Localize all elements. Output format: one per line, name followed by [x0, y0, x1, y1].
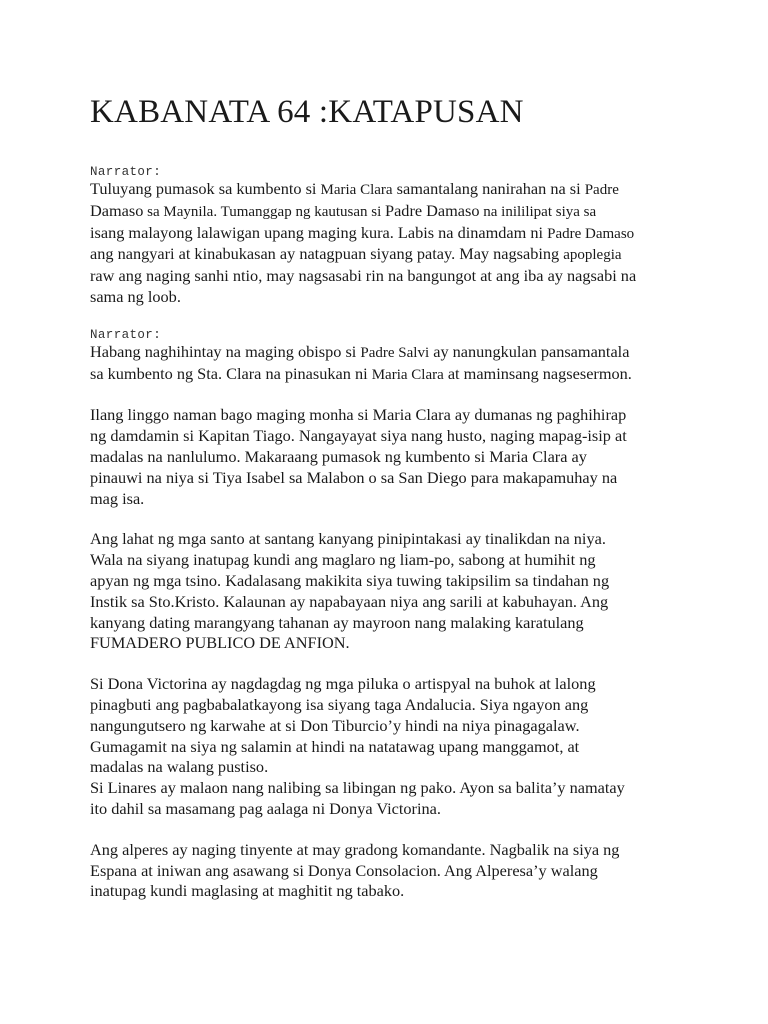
paragraph-gap — [90, 385, 690, 405]
text-run: inatupag kundi maglasing at maghitit ng tabako. — [90, 881, 405, 901]
character-name: Padre Damaso — [547, 225, 635, 242]
text-run: raw ang naging sanhi ntio, may nagsasabi rin na bangungot at ang iba ay nagsabi na — [90, 266, 637, 286]
paragraph-gap — [90, 509, 690, 529]
text-line — [90, 550, 690, 571]
character-name: sa Maynila. Tumanggap ng kautusan si — [143, 203, 386, 220]
paragraph — [90, 342, 690, 386]
text-run: mag isa. — [90, 488, 145, 508]
text-line — [90, 342, 690, 364]
text-line — [90, 778, 690, 799]
text-run: Si Dona Victorina ay nagdagdag ng mga piluka o artispyal na buhok at lalong — [90, 674, 596, 694]
text-run: ito dahil sa masamang pag aalaga ni Donya Victorina. — [90, 798, 441, 818]
text-run: Habang naghihintay na maging obispo si — [90, 341, 361, 361]
paragraph — [90, 840, 690, 902]
text-run: ang nangyari at kinabukasan ay natagpuan siyang patay. May nagsabing — [90, 244, 564, 264]
text-run: Tuluyang pumasok sa kumbento si — [90, 179, 321, 198]
text-run: Gumagamit na siya ng salamin at hindi na natatawag upang manggamot, at — [90, 736, 580, 756]
text-line — [90, 613, 690, 634]
text-run: Ang alperes ay naging tinyente at may gradong komandante. Nagbalik na siya ng — [90, 839, 620, 859]
character-name: Maria Clara — [371, 366, 444, 383]
text-run: Si Linares ay malaon nang nalibing sa libingan ng pako. Ayon sa balita’y namatay — [90, 778, 625, 798]
paragraph — [90, 405, 690, 509]
character-name: Padre Salvi — [360, 344, 430, 361]
paragraph — [90, 674, 690, 820]
text-run: Instik sa Sto.Kristo. Kalaunan ay napabayaan niya ang sarili at kabuhayan. Ang — [90, 591, 609, 611]
speaker-label: Narrator: — [90, 165, 162, 179]
text-line — [90, 633, 690, 654]
text-run: Wala na siyang inatupag kundi ang maglaro ng liam-po, sabong at humihit ng — [90, 550, 596, 570]
speaker-label: Narrator: — [90, 327, 162, 342]
paragraph — [90, 529, 690, 654]
text-run: ng damdamin si Kapitan Tiago. Nangayayat siya nang husto, naging mapag-isip at — [90, 426, 627, 446]
text-run: apyan ng mga tsino. Kadalasang makikita siya tuwing takipsilim sa tindahan ng — [90, 570, 610, 590]
text-line — [90, 223, 690, 245]
text-line — [90, 674, 690, 695]
chapter-title: KABANATA 64 :KATAPUSAN — [90, 94, 524, 130]
text-run: isang malayong lalawigan upang maging kura. Labis na dinamdam ni — [90, 222, 548, 242]
character-name: Padre — [584, 182, 619, 198]
text-line — [90, 840, 690, 861]
text-line — [90, 799, 690, 820]
text-run: samantalang nanirahan na si — [392, 179, 585, 198]
text-run: Espana at iniwan ang asawang si Donya Consolacion. Ang Alperesa’y walang — [90, 860, 598, 880]
text-run: FUMADERO PUBLICO DE ANFION. — [90, 633, 350, 653]
text-run: Ang lahat ng mga santo at santang kanyang pinipintakasi ay tinalikdan na niya. — [90, 529, 606, 549]
text-line — [90, 757, 690, 778]
text-run: madalas na nanlulumo. Makaraang pumasok ng kumbento si Maria Clara ay — [90, 446, 587, 466]
text-run: ay nanungkulan pansamantala — [429, 341, 630, 361]
text-line — [90, 571, 690, 592]
text-run: Padre Damaso — [385, 200, 480, 220]
text-line — [90, 489, 690, 510]
text-line — [90, 468, 690, 489]
paragraph — [90, 179, 690, 308]
text-line — [90, 881, 690, 902]
text-line — [90, 266, 690, 287]
paragraph-gap — [90, 820, 690, 840]
character-name: apoplegia — [563, 247, 622, 264]
text-run: nangungutsero ng karwahe at si Don Tiburcio’y hindi na niya pinagagalaw. — [90, 715, 580, 735]
character-name: Maria Clara — [320, 182, 393, 198]
character-name: na inililipat siya sa — [479, 203, 597, 220]
text-line — [90, 447, 690, 468]
text-run: kanyang dating marangyang tahanan ay mayroon nang malaking karatulang — [90, 612, 584, 632]
text-line — [90, 861, 690, 882]
text-line — [90, 244, 690, 266]
text-line — [90, 716, 690, 737]
text-run: Damaso — [90, 200, 144, 220]
text-line — [90, 201, 690, 223]
text-line — [90, 737, 690, 758]
text-run: madalas na walang pustiso. — [90, 757, 269, 777]
paragraph-gap — [90, 654, 690, 674]
text-line — [90, 426, 690, 447]
text-run: at maminsang nagsesermon. — [443, 363, 632, 383]
text-line — [90, 287, 690, 308]
text-line — [90, 405, 690, 426]
text-line — [90, 179, 690, 201]
text-run: pinagbuti ang pagbabalatkayong isa siyang taga Andalucia. Siya ngayon ang — [90, 694, 589, 714]
text-run: sama ng loob. — [90, 286, 181, 306]
text-line — [90, 529, 690, 550]
text-run: pinauwi na niya si Tiya Isabel sa Malabon o sa San Diego para makapamuhay na — [90, 467, 618, 487]
document-page — [90, 92, 690, 902]
text-run: sa kumbento ng Sta. Clara na pinasukan ni — [90, 363, 372, 383]
text-line — [90, 364, 690, 386]
paragraph-gap — [90, 308, 690, 328]
text-line — [90, 592, 690, 613]
text-line — [90, 695, 690, 716]
document-body — [90, 165, 690, 902]
text-run: Ilang linggo naman bago maging monha si Maria Clara ay dumanas ng paghihirap — [90, 405, 627, 425]
